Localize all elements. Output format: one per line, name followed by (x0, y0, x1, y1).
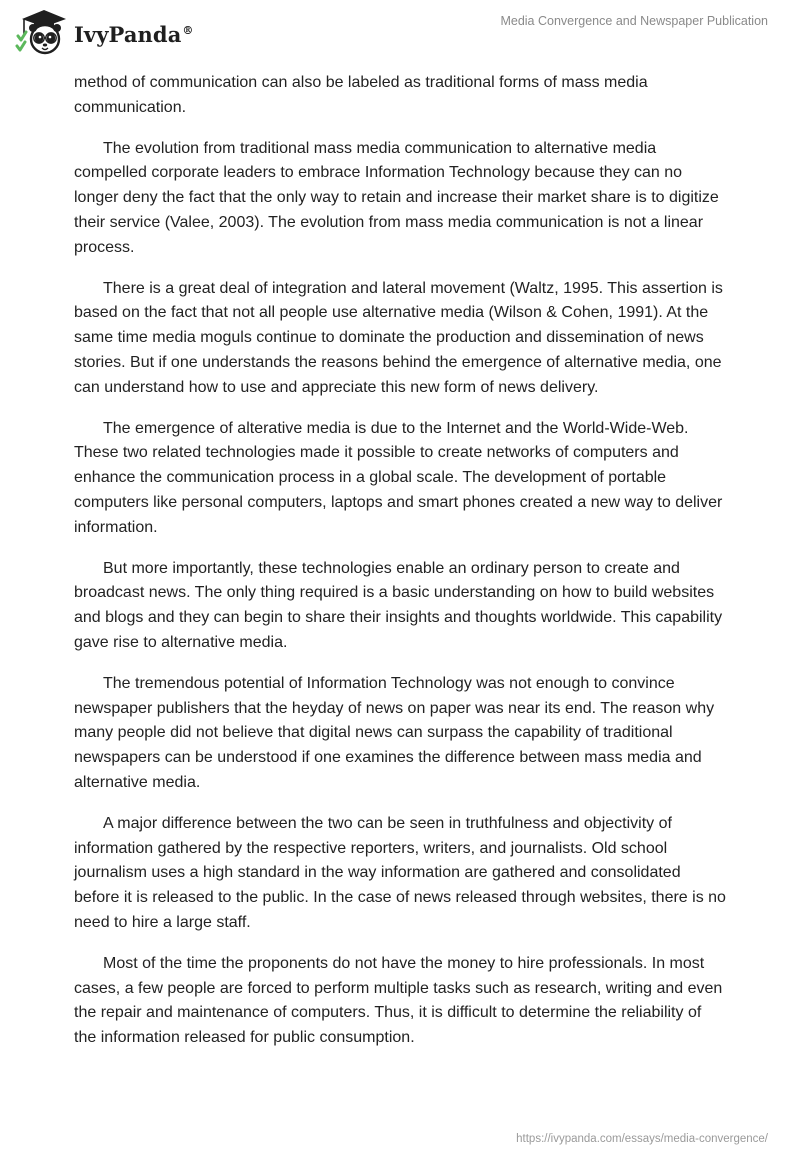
brand-logo[interactable] (14, 8, 194, 58)
paragraph-5: But more importantly, these technologies enable an ordinary person to create and broadcast news. The only thing required is a basic understanding on how to build websites and blogs and they can begin to share their insights and thoughts worldwide. This capability gave rise to alternative media. (74, 559, 723, 651)
document-title: Media Convergence and Newspaper Publication (500, 14, 768, 28)
brand-name: IvyPanda® (74, 21, 194, 47)
source-url[interactable]: https://ivypanda.com/essays/media-convergence/ (516, 1133, 768, 1145)
paragraph-2: The evolution from traditional mass media communication to alternative media compelled corporate leaders to embrace Information Technology because they can no longer deny the fact that the only way to retain and increase their market share is to digitize their service (Valee, 2003). The evolution from mass media communication is not a linear process. (74, 139, 719, 256)
essay-body (74, 71, 726, 1067)
paragraph-4: The emergence of alterative media is due to the Internet and the World-Wide-Web. These two related technologies made it possible to create networks of computers and enhance the communication process in a global scale. The development of portable computers like personal computers, laptops and smart phones created a new way to deliver information. (74, 419, 723, 536)
paragraph-8: Most of the time the proponents do not have the money to hire professionals. In most cases, a few people are forced to perform multiple tasks such as research, writing and even the repair and maintenance of computers. Thus, it is difficult to determine the reliability of the information released for public consumption. (74, 954, 723, 1047)
paragraph-6: The tremendous potential of Information Technology was not enough to convince newspaper publishers that the heyday of news on paper was near its end. The reason why many people did not believe that digital news can surpass the capability of traditional newspapers can be understood if one examines the difference between mass media and alternative media. (74, 674, 715, 791)
page-header (0, 0, 800, 64)
registered-mark: ® (182, 23, 194, 37)
paragraph-1: method of communication can also be labeled as traditional forms of mass media communication. (74, 74, 648, 116)
paragraph-7: A major difference between the two can be seen in truthfulness and objectivity of information gathered by the respective reporters, writers, and journalists. Old school journalism uses a high standard in the way information are gathered and consolidated before it is released to the public. In the case of news released through websites, there is no need to hire a large staff. (74, 814, 726, 931)
paragraph-3: There is a great deal of integration and lateral movement (Waltz, 1995. This assertion is based on the fact that not all people use alternative media (Wilson & Cohen, 1991). At the same time media moguls continue to dominate the production and dissemination of news stories. But if one understands the reasons behind the emergence of alternative media, one can understand how to use and appreciate this new form of news delivery. (74, 279, 723, 396)
panda-graduate-icon (14, 8, 72, 58)
